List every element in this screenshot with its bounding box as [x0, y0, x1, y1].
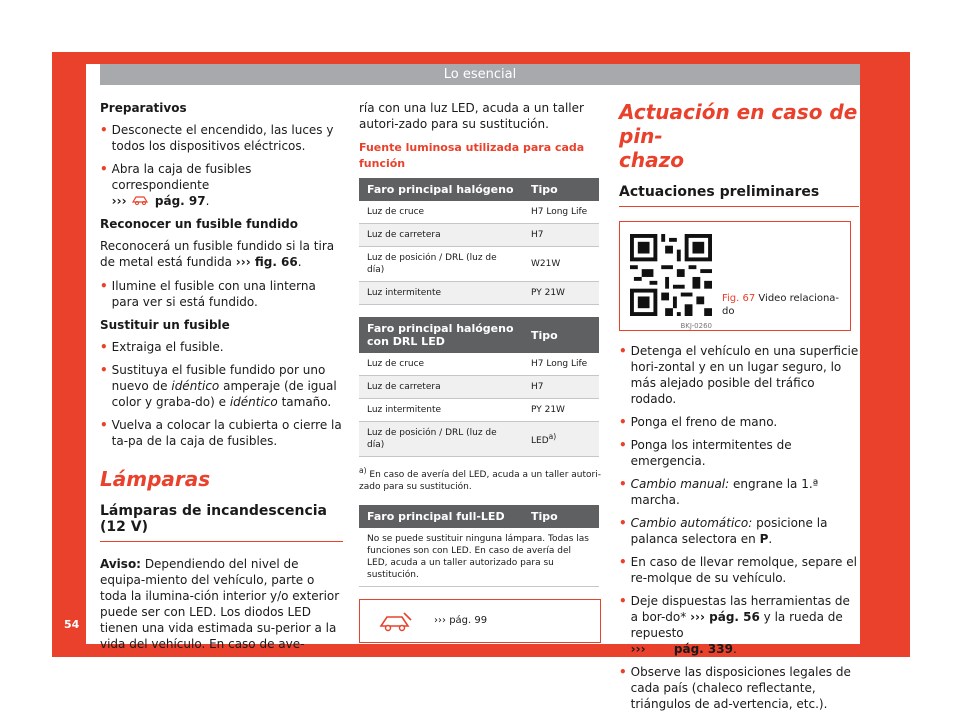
list-item: • Ponga el freno de mano. [619, 415, 778, 429]
car-repair-icon [378, 610, 414, 632]
list-item: • Extraiga el fusible. [100, 340, 224, 354]
qr-code-label: BKJ-0260 [680, 322, 712, 330]
page-number: 54 [64, 618, 80, 631]
aviso-text: Aviso: Dependiendo del nivel de equipa-miento del vehículo, parte o toda la ilumina-ción interior y/o exterior puede ser con LED. Los diodos LED tienen una vida estimada su-perior a la vida del vehículo. En caso de ave- [100, 557, 340, 651]
figure-67 [619, 221, 851, 331]
table-row: Luz de cruce H7 Long Life [359, 201, 599, 224]
sustituir-heading: Sustituir un fusible [100, 318, 230, 332]
table-row: Luz de cruce H7 Long Life [359, 353, 599, 376]
car-repair-icon [650, 641, 670, 653]
list-item: • Ponga los intermitentes de emergencia. [619, 438, 792, 468]
incandescencia-heading: Lámparas de incandescencia (12 V) [100, 503, 328, 535]
divider [619, 206, 859, 207]
reference-box[interactable] [359, 599, 601, 643]
table-header: Faro principal halógeno con DRL LED [359, 317, 523, 353]
table-row: Luz de carretera H7 [359, 376, 599, 399]
list-item: • Sustituya el fusible fundido por uno nuevo de idéntico amperaje (de igual color y graba-do) e idéntico tamaño. [100, 363, 337, 409]
footnote: $^{a)}$ En caso de avería del LED, acuda a un taller autori-zado para su sustitución. [359, 466, 601, 492]
left-column [100, 100, 343, 660]
list-item: • Deje dispuestas las herramientas de a bor-do* ››› pág. 56 y la rueda de repuesto ››› pág. 339. [619, 594, 850, 656]
list-item: • En caso de llevar remolque, separe el re-molque de su vehículo. [619, 555, 857, 585]
table-row: No se puede sustituir ninguna lámpara. Todas las funciones son con LED. En caso de avería del LED, acuda a un taller autorizado para su sustitución. [359, 528, 599, 587]
lamp-table-halogen [359, 178, 599, 305]
table-header: Faro principal halógeno [359, 178, 523, 201]
list-item: • Cambio manual: engrane la 1.ª marcha. [619, 477, 819, 507]
reconocer-text: Reconocerá un fusible fundido si la tira de metal está fundida ››› fig. 66. [100, 239, 335, 269]
table-row: Luz de carretera H7 [359, 224, 599, 247]
lamp-table-drl [359, 317, 599, 457]
table-header: Tipo [523, 505, 599, 528]
table-row: Luz intermitente PY 21W [359, 399, 599, 422]
list-item: • Observe las disposiciones legales de cada país (chaleco reflectante, triángulos de ad-vertencia, etc.). [619, 665, 851, 711]
page-link[interactable]: ››› pág. 99 [434, 615, 488, 626]
table-header: Tipo [523, 317, 599, 353]
table-header: Tipo [523, 178, 599, 201]
lamp-table-full-led [359, 505, 599, 587]
table-row: Luz de posición / DRL (luz de día) LED$^{a)}$ [359, 422, 599, 457]
lamparas-heading: Lámparas [100, 467, 211, 491]
preparativos-heading: Preparativos [100, 101, 187, 115]
section-header: Lo esencial [100, 64, 860, 85]
pinchazo-heading: Actuación en caso de pin- chazo [619, 100, 858, 172]
page-link[interactable]: ››› pág. 56 [690, 610, 760, 624]
list-item: • Vuelva a colocar la cubierta o cierre la ta-pa de la caja de fusibles. [100, 418, 342, 448]
right-column [619, 100, 859, 719]
list-item: • Cambio automático: posicione la palanca selectora en P. [619, 516, 828, 546]
continued-text: ría con una luz LED, acuda a un taller autori-zado para su sustitución. [359, 101, 584, 131]
preliminares-heading: Actuaciones preliminares [619, 184, 820, 200]
table-subheading: Fuente luminosa utilizada para cada función [359, 141, 585, 170]
figure-caption: Fig. 67 Video relaciona-do [722, 293, 840, 317]
figure-link[interactable]: ››› fig. 66 [235, 255, 298, 269]
qr-code-image [630, 234, 712, 316]
table-row: Luz intermitente PY 21W [359, 282, 599, 305]
divider [100, 541, 343, 542]
list-item: • Ilumine el fusible con una linterna para ver si está fundido. [100, 279, 316, 309]
list-item: • Abra la caja de fusibles correspondiente ››› pág. 97. [100, 162, 252, 208]
car-repair-icon [131, 193, 151, 205]
list-item: • Desconecte el encendido, las luces y todos los dispositivos eléctricos. [100, 123, 334, 153]
reconocer-heading: Reconocer un fusible fundido [100, 217, 299, 231]
qr-code[interactable] [630, 234, 712, 330]
page-link[interactable]: ››› pág. 97 [111, 194, 206, 208]
page-link[interactable]: ››› pág. 339 [630, 642, 733, 656]
middle-column [359, 100, 602, 643]
list-item: • Detenga el vehículo en una superficie hori-zontal y en un lugar seguro, lo más alejado posible del tráfico rodado. [619, 344, 859, 406]
table-header: Faro principal full-LED [359, 505, 523, 528]
table-row: Luz de posición / DRL (luz de día) W21W [359, 247, 599, 282]
